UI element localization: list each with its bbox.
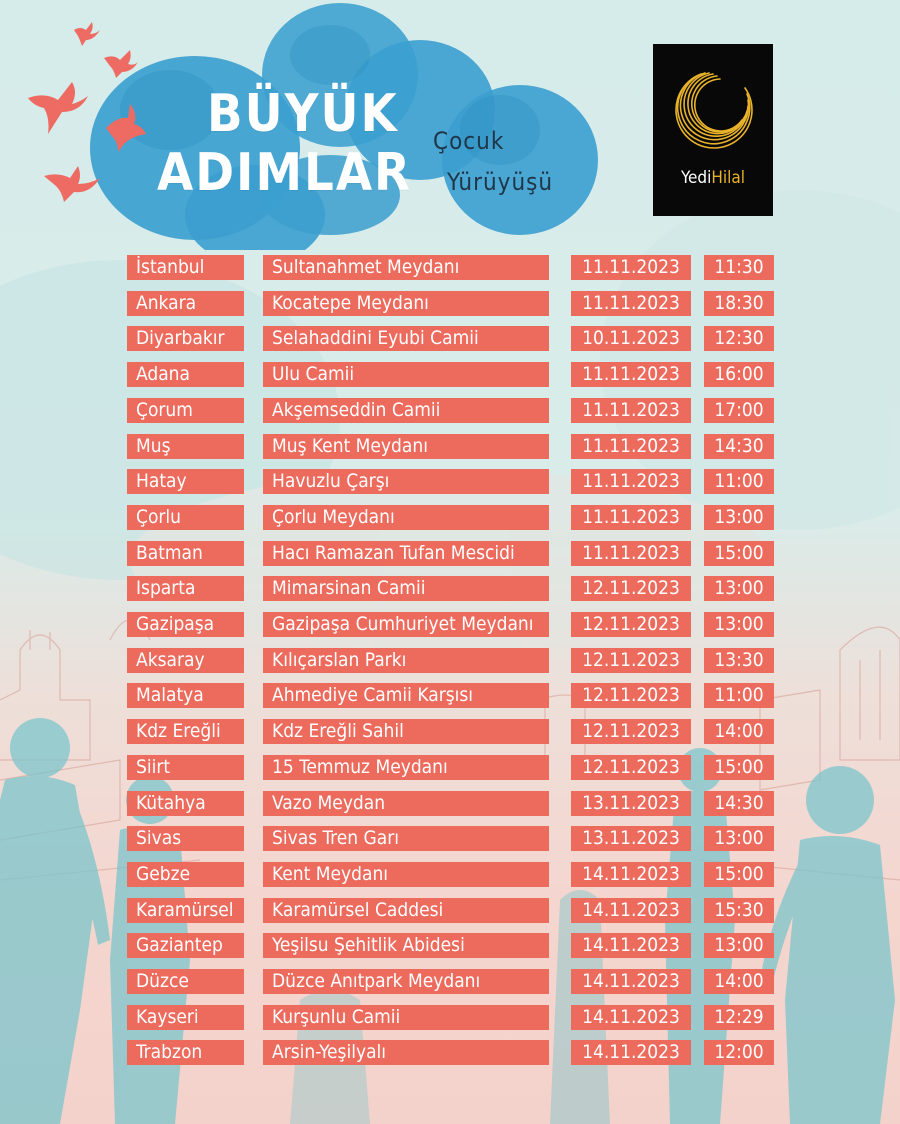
table-row (0, 398, 900, 423)
table-row (0, 683, 900, 708)
place-cell: Kurşunlu Camii (263, 1005, 549, 1030)
time-cell: 12:30 (704, 326, 774, 351)
subtitle-line-1: Çocuk (433, 127, 505, 155)
date-cell: 12.11.2023 (571, 576, 691, 601)
place-cell: Mimarsinan Camii (263, 576, 549, 601)
table-row (0, 362, 900, 387)
city-cell: Isparta (127, 576, 244, 601)
city-cell: Kdz Ereğli (127, 719, 244, 744)
time-cell: 13:00 (704, 826, 774, 851)
date-cell: 12.11.2023 (571, 755, 691, 780)
city-cell: Muş (127, 434, 244, 459)
time-cell: 14:30 (704, 791, 774, 816)
table-row (0, 648, 900, 673)
place-cell: Ulu Camii (263, 362, 549, 387)
place-cell: Selahaddini Eyubi Camii (263, 326, 549, 351)
table-row (0, 791, 900, 816)
place-cell: Çorlu Meydanı (263, 505, 549, 530)
city-cell: Kayseri (127, 1005, 244, 1030)
time-cell: 13:00 (704, 505, 774, 530)
time-cell: 11:00 (704, 683, 774, 708)
place-cell: Kılıçarslan Parkı (263, 648, 549, 673)
time-cell: 11:30 (704, 255, 774, 280)
place-cell: Akşemseddin Camii (263, 398, 549, 423)
time-cell: 11:00 (704, 469, 774, 494)
time-cell: 14:00 (704, 719, 774, 744)
city-cell: Malatya (127, 683, 244, 708)
date-cell: 14.11.2023 (571, 898, 691, 923)
place-cell: Yeşilsu Şehitlik Abidesi (263, 933, 549, 958)
date-cell: 10.11.2023 (571, 326, 691, 351)
table-row (0, 826, 900, 851)
city-cell: Sivas (127, 826, 244, 851)
table-row (0, 576, 900, 601)
table-row (0, 862, 900, 887)
place-cell: Hacı Ramazan Tufan Mescidi (263, 541, 549, 566)
table-row (0, 1005, 900, 1030)
date-cell: 14.11.2023 (571, 1005, 691, 1030)
city-cell: Çorum (127, 398, 244, 423)
table-row (0, 612, 900, 637)
title-line-2: ADIMLAR (157, 143, 413, 203)
city-cell: Ankara (127, 291, 244, 316)
table-row (0, 969, 900, 994)
city-cell: Gebze (127, 862, 244, 887)
time-cell: 14:00 (704, 969, 774, 994)
date-cell: 11.11.2023 (571, 398, 691, 423)
time-cell: 14:30 (704, 434, 774, 459)
place-cell: 15 Temmuz Meydanı (263, 755, 549, 780)
table-row (0, 326, 900, 351)
date-cell: 13.11.2023 (571, 791, 691, 816)
place-cell: Arsin-Yeşilyalı (263, 1040, 549, 1065)
city-cell: Gazipaşa (127, 612, 244, 637)
subtitle-line-2: Yürüyüşü (447, 168, 554, 196)
city-cell: İstanbul (127, 255, 244, 280)
table-row (0, 291, 900, 316)
title-line-1: BÜYÜK (207, 84, 399, 144)
date-cell: 12.11.2023 (571, 683, 691, 708)
table-row (0, 719, 900, 744)
place-cell: Sivas Tren Garı (263, 826, 549, 851)
city-cell: Düzce (127, 969, 244, 994)
time-cell: 13:30 (704, 648, 774, 673)
time-cell: 15:00 (704, 755, 774, 780)
place-cell: Karamürsel Caddesi (263, 898, 549, 923)
date-cell: 11.11.2023 (571, 469, 691, 494)
table-row (0, 898, 900, 923)
time-cell: 13:00 (704, 576, 774, 601)
date-cell: 12.11.2023 (571, 648, 691, 673)
time-cell: 15:00 (704, 862, 774, 887)
city-cell: Batman (127, 541, 244, 566)
place-cell: Düzce Anıtpark Meydanı (263, 969, 549, 994)
time-cell: 12:00 (704, 1040, 774, 1065)
city-cell: Gaziantep (127, 933, 244, 958)
table-row (0, 255, 900, 280)
table-row (0, 505, 900, 530)
place-cell: Havuzlu Çarşı (263, 469, 549, 494)
city-cell: Trabzon (127, 1040, 244, 1065)
time-cell: 15:30 (704, 898, 774, 923)
logo-text-yedi: Yedi (680, 168, 712, 188)
time-cell: 12:29 (704, 1005, 774, 1030)
date-cell: 11.11.2023 (571, 362, 691, 387)
date-cell: 11.11.2023 (571, 255, 691, 280)
time-cell: 13:00 (704, 933, 774, 958)
city-cell: Hatay (127, 469, 244, 494)
date-cell: 12.11.2023 (571, 719, 691, 744)
city-cell: Karamürsel (127, 898, 244, 923)
date-cell: 14.11.2023 (571, 862, 691, 887)
city-cell: Kütahya (127, 791, 244, 816)
date-cell: 11.11.2023 (571, 505, 691, 530)
time-cell: 16:00 (704, 362, 774, 387)
date-cell: 12.11.2023 (571, 612, 691, 637)
city-cell: Aksaray (127, 648, 244, 673)
city-cell: Diyarbakır (127, 326, 244, 351)
table-row (0, 434, 900, 459)
city-cell: Adana (127, 362, 244, 387)
city-cell: Siirt (127, 755, 244, 780)
city-cell: Çorlu (127, 505, 244, 530)
table-row (0, 933, 900, 958)
date-cell: 11.11.2023 (571, 434, 691, 459)
place-cell: Sultanahmet Meydanı (263, 255, 549, 280)
table-row (0, 469, 900, 494)
place-cell: Muş Kent Meydanı (263, 434, 549, 459)
place-cell: Gazipaşa Cumhuriyet Meydanı (263, 612, 549, 637)
place-cell: Kent Meydanı (263, 862, 549, 887)
date-cell: 13.11.2023 (571, 826, 691, 851)
time-cell: 18:30 (704, 291, 774, 316)
place-cell: Ahmediye Camii Karşısı (263, 683, 549, 708)
logo-text-hilal: Hilal (711, 168, 746, 188)
date-cell: 14.11.2023 (571, 969, 691, 994)
date-cell: 14.11.2023 (571, 933, 691, 958)
place-cell: Vazo Meydan (263, 791, 549, 816)
table-row (0, 541, 900, 566)
date-cell: 14.11.2023 (571, 1040, 691, 1065)
time-cell: 13:00 (704, 612, 774, 637)
place-cell: Kdz Ereğli Sahil (263, 719, 549, 744)
table-row (0, 1040, 900, 1065)
time-cell: 15:00 (704, 541, 774, 566)
date-cell: 11.11.2023 (571, 291, 691, 316)
place-cell: Kocatepe Meydanı (263, 291, 549, 316)
table-row (0, 755, 900, 780)
date-cell: 11.11.2023 (571, 541, 691, 566)
time-cell: 17:00 (704, 398, 774, 423)
